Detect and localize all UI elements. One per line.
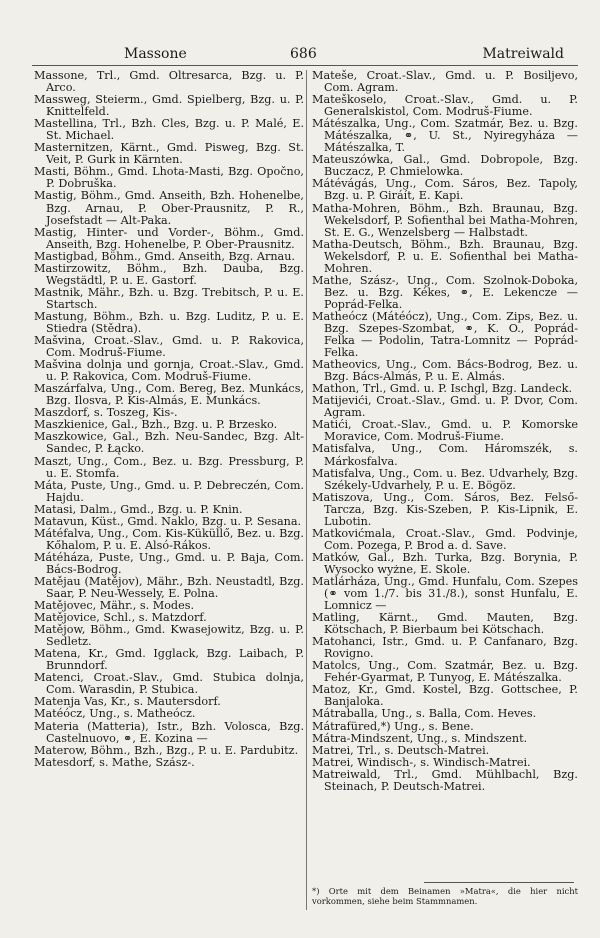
gazetteer-entry: Matavun, Küst., Gmd. Naklo, Bzg. u. P. Sesana.	[34, 514, 302, 528]
gazetteer-entry: Matějovec, Mähr., s. Modes.	[34, 599, 195, 613]
gazetteer-entry: Matlárháza, Ung., Gmd. Hunfalu, Com. Szepes (⚭ vom 1./7. bis 31./8.), sonst Hunfalu, E. Lomnicz —	[312, 574, 578, 613]
page-header	[32, 46, 578, 66]
gazetteer-entry: Matesdorf, s. Mathe, Szász-.	[34, 755, 195, 769]
gazetteer-entry: Matków, Gal., Bzh. Turka, Bzg. Borynia, P. Wysocko wyżne, E. Skole.	[312, 550, 578, 576]
gazetteer-entry: Mastung, Böhm., Bzh. u. Bzg. Luditz, P. u. E. Stiedra (Stědra).	[34, 309, 304, 335]
gazetteer-entry: Maszdorf, s. Toszeg, Kis-.	[34, 406, 178, 420]
gazetteer-entry: Matisfalva, Ung., Com. u. Bez. Udvarhely, Bzg. Székely-Udvarhely, P. u. E. Bögöz.	[312, 466, 578, 492]
gazetteer-entry: Mastellina, Trl., Bzh. Cles, Bzg. u. P. Malé, E. St. Michael.	[34, 117, 304, 143]
gazetteer-entry: Mašvina, Croat.-Slav., Gmd. u. P. Rakovica, Com. Modruš-Fiume.	[34, 334, 304, 360]
gazetteer-entry: Matějow, Böhm., Gmd. Kwasejowitz, Bzg. u. P. Sedletz.	[34, 623, 304, 649]
gazetteer-entry: Matohanci, Istr., Gmd. u. P. Canfanaro, Bzg. Rovigno.	[312, 635, 578, 661]
header-rule	[32, 65, 578, 66]
gazetteer-entry: Matreiwald, Trl., Gmd. Mühlbachl, Bzg. Steinach, P. Deutsch-Matrei.	[312, 767, 578, 793]
gazetteer-entry: Mathe, Szász-, Ung., Com. Szolnok-Doboka, Bez. u. Bzg. Kékes, ⚭, E. Lekencze — Poprád-Felka.	[312, 273, 578, 311]
gazetteer-entry: Matrei, Trl., s. Deutsch-Matrei.	[312, 743, 490, 757]
gazetteer-entry: Matkovićmala, Croat.-Slav., Gmd. Podvinje, Com. Pozega, P. Brod a. d. Save.	[312, 526, 578, 552]
gazetteer-entry: Matisfalva, Ung., Com. Háromszék, s. Márkosfalva.	[312, 442, 578, 468]
gazetteer-entry: Mátészalka, Ung., Com. Szatmár, Bez. u. Bzg. Mátészalka, ⚭, U. St., Nyiregyháza — Mátészalka, T.	[312, 117, 578, 155]
page-number: 686	[290, 46, 317, 62]
gazetteer-entry: Matasi, Dalm., Gmd., Bzg. u. P. Knin.	[34, 502, 243, 516]
gazetteer-entry: Maszt, Ung., Com., Bez. u. Bzg. Pressburg, P. u. E. Stomfa.	[34, 454, 304, 480]
gazetteer-entry: Mátéfalva, Ung., Com. Kis-Küküllő, Bez. u. Bzg. Kőhalom, P. u. E. Alsó-Rákos.	[34, 526, 304, 552]
gazetteer-entry: Matheócz (Mátéócz), Ung., Com. Zips, Bez. u. Bzg. Szepes-Szombat, ⚭, K. O., Poprád-Felka — Podolin, Tatra-Lomnitz — Poprád-Felka.	[312, 309, 578, 360]
gazetteer-entry: Mátraballa, Ung., s. Balla, Com. Heves.	[312, 707, 537, 721]
gazetteer-entry: Masti, Böhm., Gmd. Lhota-Masti, Bzg. Opočno, P. Dobruška.	[34, 165, 304, 191]
gazetteer-entry: Matenci, Croat.-Slav., Gmd. Stubica dolnja, Com. Warasdin, P. Stubica.	[34, 671, 304, 697]
gazetteer-entry: Mateše, Croat.-Slav., Gmd. u. P. Bosiljevo, Com. Agram.	[312, 69, 578, 95]
gazetteer-entry: Mastig, Böhm., Gmd. Anseith, Bzh. Hohenelbe, Bzg. Arnau, P. Ober-Prausnitz, P. R., Josefstadt — Alt-Paka.	[34, 189, 304, 227]
gazetteer-entry: Mátra-Mindszent, Ung., s. Mindszent.	[312, 731, 528, 745]
footnote: *) Orte mit dem Beinamen »Matra«, die hier nicht vorkommen, siehe beim Stammnamen.	[312, 886, 578, 906]
gazetteer-entry: Matheovics, Ung., Com. Bács-Bodrog, Bez. u. Bzg. Bács-Almás, P. u. E. Almás.	[312, 358, 578, 384]
left-column	[34, 70, 304, 769]
gazetteer-entry: Matling, Kärnt., Gmd. Mauten, Bzg. Kötschach, P. Bierbaum bei Kötschach.	[312, 611, 578, 637]
footnote-rule	[424, 882, 574, 883]
gazetteer-entry: Massone, Trl., Gmd. Oltresarca, Bzg. u. P. Arco.	[34, 69, 304, 95]
gazetteer-entry: Matena, Kr., Gmd. Igglack, Bzg. Laibach, P. Brunndorf.	[34, 647, 304, 673]
gazetteer-entry: Maszkowice, Gal., Bzh. Neu-Sandec, Bzg. Alt-Sandec, P. Łącko.	[34, 430, 304, 456]
gazetteer-entry: Materia (Matteria), Istr., Bzh. Volosca, Bzg. Castelnuovo, ⚭, E. Kozina —	[34, 719, 304, 745]
gazetteer-entry: Matoz, Kr., Gmd. Kostel, Bzg. Gottschee, P. Banjaloka.	[312, 683, 578, 709]
gazetteer-entry: Mátéháza, Puste, Ung., Gmd. u. P. Baja, Com. Bács-Bodrog.	[34, 550, 304, 576]
header-left-keyword: Massone	[124, 46, 187, 62]
gazetteer-entry: Maszkienice, Gal., Bzh., Bzg. u. P. Brzesko.	[34, 418, 278, 432]
header-right-keyword: Matreiwald	[482, 46, 564, 62]
gazetteer-entry: Mateuszówka, Gal., Gmd. Dobropole, Bzg. Buczacz, P. Chmielowka.	[312, 153, 578, 179]
gazetteer-entry: Maszárfalva, Ung., Com. Bereg, Bez. Munkács, Bzg. Ilosva, P. Kis-Almás, E. Munkács.	[34, 382, 304, 408]
gazetteer-entry: Matějovice, Schl., s. Matzdorf.	[34, 611, 207, 625]
gazetteer-entry: Matrei, Windisch-, s. Windisch-Matrei.	[312, 755, 531, 769]
gazetteer-entry: Máta, Puste, Ung., Gmd. u. P. Debreczén, Com. Hajdu.	[34, 478, 304, 504]
gazetteer-entry: Mastig, Hinter- und Vorder-, Böhm., Gmd. Anseith, Bzg. Hohenelbe, P. Ober-Prausnitz.	[34, 225, 304, 251]
gazetteer-entry: Mátévágás, Ung., Com. Sáros, Bez. Tapoly, Bzg. u. P. Giráít, E. Kapi.	[312, 177, 578, 203]
gazetteer-entry: Massweg, Steierm., Gmd. Spielberg, Bzg. u. P. Knittelfeld.	[34, 93, 304, 119]
column-divider	[306, 70, 307, 910]
gazetteer-entry: Matha-Mohren, Böhm., Bzh. Braunau, Bzg. Wekelsdorf, P. Sofienthal bei Matha-Mohren, St. E. G., Wenzelsberg — Halbstadt.	[312, 201, 578, 239]
gazetteer-entry: Matéócz, Ung., s. Matheócz.	[34, 707, 196, 721]
gazetteer-entry: Mastnik, Mähr., Bzh. u. Bzg. Trebitsch, P. u. E. Startsch.	[34, 285, 304, 311]
gazetteer-entry: Matijevići, Croat.-Slav., Gmd. u. P. Dvor, Com. Agram.	[312, 394, 578, 420]
gazetteer-entry: Matiszova, Ung., Com. Sáros, Bez. Felső-Tarcza, Bzg. Kis-Szeben, P. Kis-Lipnik, E. Lubotin.	[312, 490, 578, 528]
gazetteer-entry: Masternitzen, Kärnt., Gmd. Pisweg, Bzg. St. Veit, P. Gurk in Kärnten.	[34, 141, 304, 167]
gazetteer-entry: Matići, Croat.-Slav., Gmd. u. P. Komorske Moravice, Com. Modruš-Fiume.	[312, 418, 578, 444]
gazetteer-entry: Mastirzowitz, Böhm., Bzh. Dauba, Bzg. Wegstädtl, P. u. E. Gastorf.	[34, 261, 304, 287]
gazetteer-entry: Mátrafüred,*) Ung., s. Bene.	[312, 719, 474, 733]
gazetteer-entry: Matha-Deutsch, Böhm., Bzh. Braunau, Bzg. Wekelsdorf, P. u. E. Sofienthal bei Matha-Mohren.	[312, 237, 578, 275]
gazetteer-entry: Mašvina dolnja und gornja, Croat.-Slav., Gmd. u. P. Rakovica, Com. Modruš-Fiume.	[34, 358, 304, 384]
gazetteer-entry: Mateškoselo, Croat.-Slav., Gmd. u. P. Generalskistol, Com. Modruš-Fiume.	[312, 93, 578, 119]
gazetteer-entry: Matějau (Matějov), Mähr., Bzh. Neustadtl, Bzg. Saar, P. Neu-Wessely, E. Polna.	[34, 574, 304, 601]
gazetteer-entry: Mastigbad, Böhm., Gmd. Anseith, Bzg. Arnau.	[34, 249, 295, 263]
gazetteer-entry: Mathon, Trl., Gmd. u. P. Ischgl, Bzg. Landeck.	[312, 382, 573, 396]
gazetteer-entry: Matenja Vas, Kr., s. Mautersdorf.	[34, 695, 221, 709]
right-column	[312, 70, 578, 793]
gazetteer-entry: Materow, Böhm., Bzh., Bzg., P. u. E. Pardubitz.	[34, 743, 299, 757]
gazetteer-entry: Matolcs, Ung., Com. Szatmár, Bez. u. Bzg. Fehér-Gyarmat, P. Tunyog, E. Mátészalka.	[312, 659, 578, 685]
